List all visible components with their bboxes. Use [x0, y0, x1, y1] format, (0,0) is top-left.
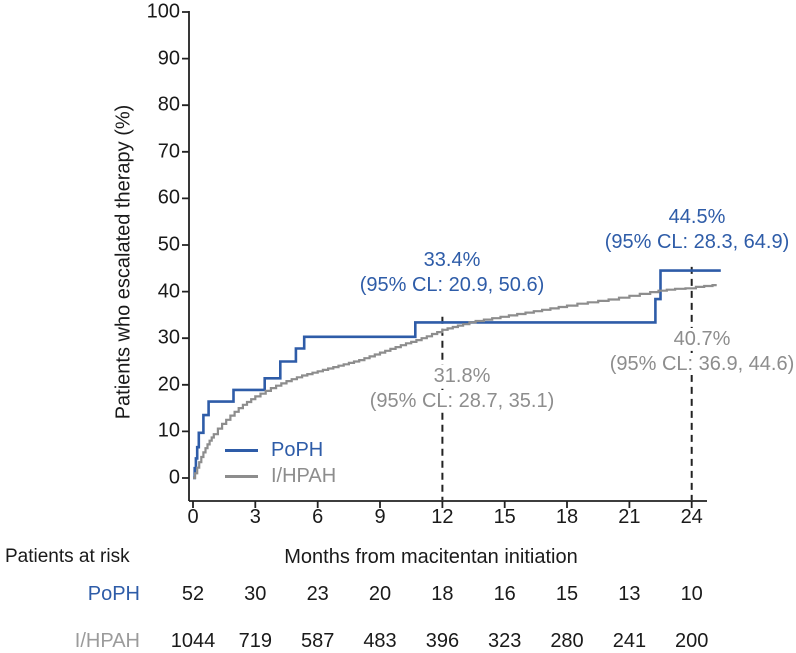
annotation-poph-12mo [358, 248, 547, 298]
risk-count-ihpah-21mo: 241 [612, 630, 647, 652]
legend-label-ihpah: I/HPAH [271, 465, 337, 487]
y-tick-label-10: 10 [157, 419, 180, 442]
x-tick-label-18: 18 [555, 506, 579, 528]
y-tick-label-0: 0 [168, 466, 180, 489]
risk-count-ihpah-0mo: 1044 [170, 630, 216, 652]
risk-count-ihpah-18mo: 280 [550, 630, 584, 652]
y-tick-label-30: 30 [157, 326, 180, 349]
x-tick-label-6: 6 [312, 506, 324, 528]
annotation-ihpah-12mo [368, 364, 557, 414]
ihpah-line-swatch-icon [225, 475, 258, 478]
y-axis-title: Patients who escalated therapy (%) [112, 104, 135, 420]
annotation-ihpah-12mo-ci: (95% CL: 28.7, 35.1) [369, 390, 555, 412]
x-tick-label-12: 12 [431, 506, 454, 528]
risk-count-poph-15mo: 16 [493, 583, 516, 605]
x-tick-label-15: 15 [493, 506, 516, 528]
annotation-poph-24mo-ci: (95% CL: 28.3, 64.9) [604, 231, 790, 253]
y-tick-label-40: 40 [157, 280, 180, 303]
y-tick-label-50: 50 [157, 233, 180, 256]
annotation-ihpah-24mo-ci: (95% CL: 36.9, 44.6) [609, 353, 795, 375]
risk-row-label-poph: PoPH [87, 583, 140, 605]
risk-count-poph-18mo: 15 [555, 583, 579, 605]
annotation-poph-24mo [603, 205, 792, 255]
annotation-ihpah-12mo-value: 31.8% [433, 365, 491, 387]
risk-count-poph-3mo: 30 [244, 583, 267, 605]
risk-count-poph-12mo: 18 [431, 583, 454, 605]
x-tick-label-24: 24 [680, 506, 703, 528]
risk-count-poph-21mo: 13 [618, 583, 641, 605]
legend-label-poph: PoPH [271, 439, 324, 461]
risk-count-ihpah-9mo: 483 [363, 630, 397, 652]
risk-count-poph-9mo: 20 [368, 583, 392, 605]
y-tick-label-80: 80 [157, 93, 180, 116]
legend-item-poph [225, 438, 323, 463]
y-tick-label-70: 70 [157, 140, 180, 163]
risk-count-ihpah-6mo: 587 [301, 630, 335, 652]
risk-count-ihpah-12mo: 396 [425, 630, 460, 652]
annotation-poph-12mo-ci: (95% CL: 20.9, 50.6) [359, 274, 545, 296]
annotation-ihpah-24mo [608, 327, 796, 377]
risk-count-ihpah-15mo: 323 [488, 630, 522, 652]
risk-count-ihpah-3mo: 719 [238, 630, 272, 652]
risk-count-ihpah-24mo: 200 [675, 630, 709, 652]
x-axis-title: Months from macitentan initiation [284, 546, 578, 568]
risk-count-poph-24mo: 10 [680, 583, 703, 605]
risk-row-label-ihpah: I/HPAH [74, 630, 140, 652]
y-tick-label-60: 60 [157, 186, 180, 209]
annotation-ihpah-24mo-value: 40.7% [673, 328, 731, 350]
x-tick-label-9: 9 [374, 506, 386, 528]
risk-count-poph-6mo: 23 [306, 583, 329, 605]
risk-table-title: Patients at risk [5, 546, 130, 567]
annotation-poph-12mo-value: 33.4% [423, 249, 481, 271]
y-tick-label-100: 100 [146, 0, 180, 23]
risk-count-poph-0mo: 52 [181, 583, 205, 605]
legend-item-ihpah [225, 464, 336, 489]
annotation-poph-24mo-value: 44.5% [668, 206, 726, 228]
x-tick-label-0: 0 [187, 506, 199, 528]
y-tick-label-20: 20 [157, 373, 180, 396]
x-tick-label-3: 3 [249, 506, 261, 528]
x-tick-label-21: 21 [618, 506, 641, 528]
y-tick-label-90: 90 [157, 47, 180, 70]
poph-line-swatch-icon [225, 449, 258, 452]
